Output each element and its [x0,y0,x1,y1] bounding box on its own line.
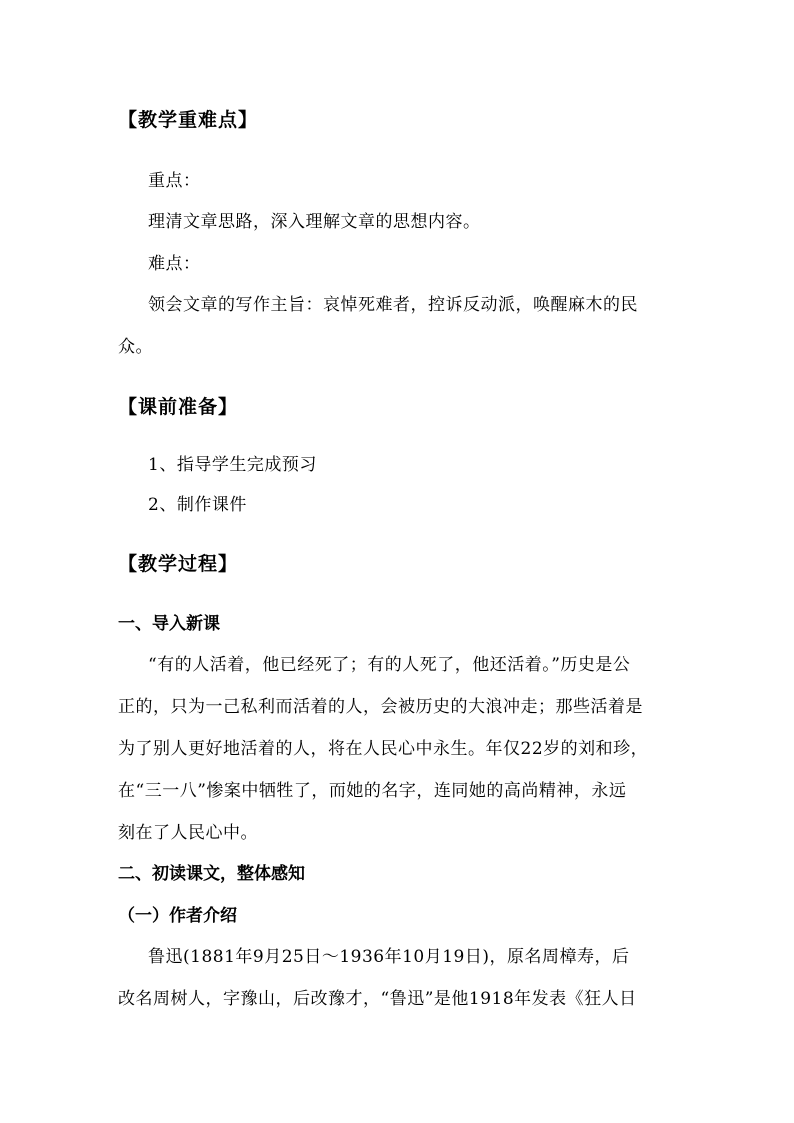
heading-preparation: 【课前准备】 [118,396,239,418]
part1-line-1: “有的人活着，他已经死了；有的人死了，他还活着。”历史是公 [148,655,631,675]
author-line-1: 鲁迅(1881年9月25日～1936年10月19日)，原名周樟寿，后 [148,947,630,967]
prep-item-2: 2、制作课件 [148,495,247,515]
part2-title: 二、初读课文，整体感知 [118,864,305,884]
difficulty-text-line-1: 领会文章的写作主旨：哀悼死难者，控诉反动派，唤醒麻木的民 [148,295,638,315]
prep-item-1: 1、指导学生完成预习 [148,455,317,475]
heading-process: 【教学过程】 [118,553,239,575]
part1-line-4: 在“三一八”惨案中牺牲了，而她的名字，连同她的高尚精神，永远 [118,781,627,801]
part1-line-2: 正的，只为一己私利而活着的人，会被历史的大浪冲走；那些活着是 [118,697,643,717]
part1-line-3: 为了别人更好地活着的人，将在人民心中永生。年仅22岁的刘和珍， [118,739,649,759]
part1-line-5: 刻在了人民心中。 [118,823,258,843]
focus-label: 重点： [148,171,201,191]
author-line-2: 改名周树人，字豫山，后改豫才，“鲁迅”是他1918年发表《狂人日 [118,989,637,1009]
heading-key-points: 【教学重难点】 [118,109,259,131]
focus-text: 理清文章思路，深入理解文章的思想内容。 [148,212,481,232]
difficulty-label: 难点： [148,254,201,274]
part1-title: 一、导入新课 [118,614,220,634]
part2-sub-title: （一）作者介绍 [118,906,237,926]
difficulty-text-line-2: 众。 [118,337,153,357]
